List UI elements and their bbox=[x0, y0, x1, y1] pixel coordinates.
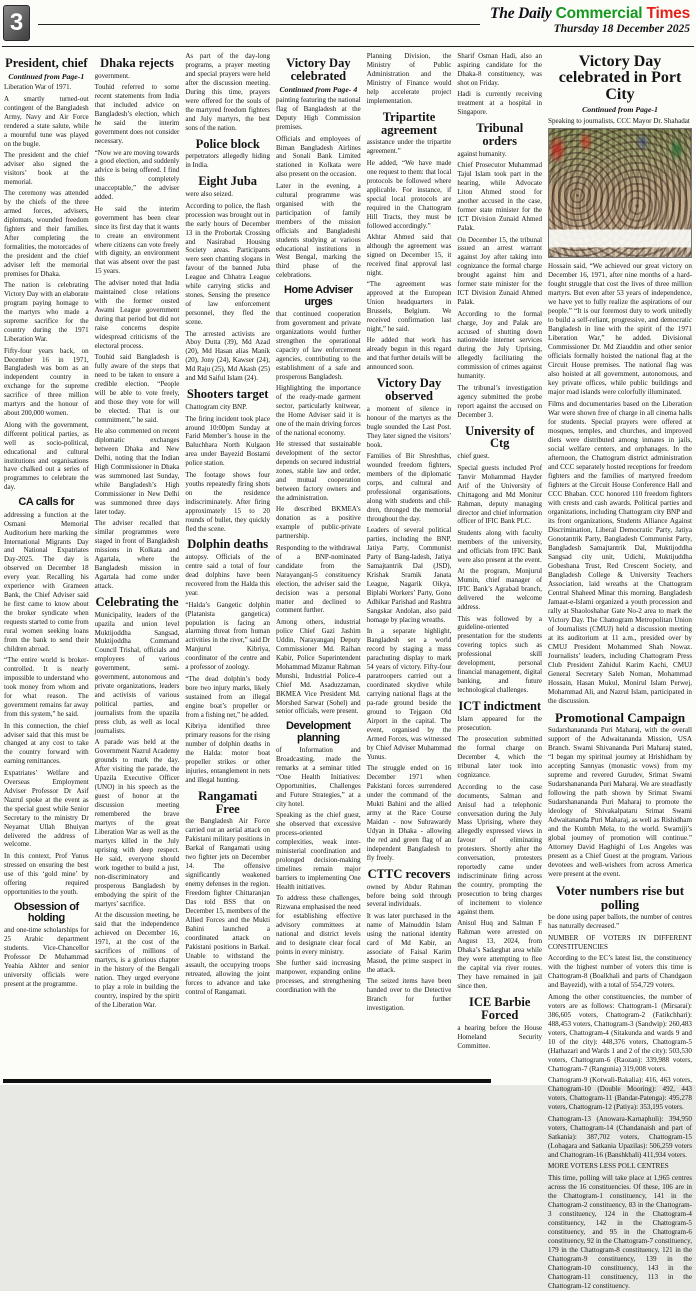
masthead-the-daily: The Daily bbox=[490, 5, 552, 22]
column-4 bbox=[276, 52, 361, 1073]
article bbox=[276, 57, 361, 280]
victory-day-crowd-with-flags-photo bbox=[548, 128, 692, 258]
article-paragraph: Leaders of several political parties, including the BNP, Jatiya Party, Communist Party of Bang-ladesh, Jatiya Samajtantrik Dal (JSD), Krishak Sramik Janata League, Nagarik Oikya, Biplabi Workers’ Party, Gono Adhikar Parishad and Rashtra Sangskar Andolan, also paid homage by placing wreaths. bbox=[366, 526, 452, 624]
article-paragraph: The firing incident took place around 10:00pm Sunday at Farid Member’s house in the Baluchhara North Kulgaon area under Bayezid Bostami police station. bbox=[185, 414, 271, 468]
header-divider bbox=[38, 24, 480, 25]
article-paragraph: autopsy. Officials of the centre said a total of four dead dolphins have been recovered from the Halda this year. bbox=[185, 553, 271, 598]
article bbox=[4, 497, 89, 896]
article-paragraph: Kibriya identified three primary reasons for the rising number of dolphin deaths in the Halda: motor boat propeller strikes or other injuries, entanglement in nets and illegal hunting. bbox=[185, 722, 271, 784]
article-paragraph: Later in the evening, a cultural programme was organised with the participation of family members of the mission officials and Bangladeshi students studying at various educational institutions in West Bengal, marking the third phase of the celebrations. bbox=[276, 181, 361, 280]
article-paragraph: of Information and Broadcasting, made the remarks at a seminar titled “One Health Initiatives: Opportunities, Challenges and Future Strategies,” at a city hotel. bbox=[276, 746, 361, 808]
article-paragraph: He stressed that sustainable development of the sector depends on secured industrial zones, stable law and order, and mutual cooperation between factory owners and the administration. bbox=[276, 440, 361, 503]
column-port-city bbox=[548, 52, 692, 1290]
article-paragraph: Chief Prosecutor Muhammad Tajul Islam took part in the hearing, while Advocate Liton Ahmed stood for another accused in the case, former state minister for the ICT Division Zunaid Ahmed Palak. bbox=[457, 161, 543, 233]
article-paragraph: The footage shows four youths repeatedly firing shots on the residence indiscriminately. After firing approximately 15 to 20 rounds of bullet, they quickly fled the scene. bbox=[185, 470, 271, 533]
article-paragraph: NUMBER OF VOTERS IN DIFFERENT CONSTITUENCIES bbox=[548, 933, 692, 951]
article-paragraph: According to the case documents, Salman and Anisul had a telephonic conversation during the July Mass Uprising, where they allegedly expressed views in favour of eliminating protesters. Shortly after the conversation, protesters reportedly came under indiscriminate firing across the country, prompting the prosecution to bring charges of incitement to violence against them. bbox=[457, 782, 543, 916]
article-paragraph: Among others, industrial police Chief Gazi Jashim Uddin, Narayanganj Deputy Commissioner Md. Raihan Kabir, Police Superintendent Mohammad Mizanur Rahman Munshi, Industrial Police-4 Chief Md. Asaduzzaman, BKMEA Vice President Md. Morshed Sarwar (Sohel) and senior officials, were present. bbox=[276, 617, 361, 716]
article-paragraph: A parade was held at the Government Nazrul Academy grounds to mark the day. After visiting the parade, the Upazila Executive Officer (UNO) in his speech as the guest of honor at the discussion meeting remembered the brave martyrs of the great Liberation War as well as the martyrs killed in the July uprising with deep respect. He said, everyone should work together to build a just, non-discriminatory and prosperous Bangladesh by embodying the spirit of the martyrs’ sacrifice. bbox=[94, 738, 180, 908]
article-paragraph: chief guest. bbox=[457, 452, 490, 461]
article bbox=[185, 138, 270, 171]
article-heading: Victory Day celebrated in Port City bbox=[558, 53, 682, 103]
article-paragraph: the Bangladesh Air Force carried out an aerial attack on Pakistani military positions in Barkal of Rangamati using two fighter jets on December 14. The offensive significantly weakened enemy defenses in the region. Freedom fighter Chittaranjan Das told BSS that on December 15, members of the Allied Forces and the Mukti Bahini launched a coordinated attack on Pakistani positions in Barkal. Unable to withstand the assault, the occupying troops retreated, allowing the joint forces to advance and take control of Rangamati. bbox=[185, 817, 271, 996]
article-paragraph: The ceremony was attended by the chiefs of the three armed forces, advisers, diplomats, wounded freedom fighters and their families. After completing the formalities, the motorcades of the president and the chief adviser left the memorial premises for Dhaka. bbox=[4, 189, 89, 278]
article-heading: ICE Barbie Forced bbox=[468, 995, 531, 1022]
article bbox=[367, 868, 452, 1013]
article-heading: CA calls for bbox=[18, 496, 75, 509]
article-heading: Eight Juba bbox=[198, 174, 258, 189]
article-paragraph: He added that work has already begun in this regard and that further details will be announced soon. bbox=[366, 336, 452, 372]
article-heading: Dolphin deaths bbox=[187, 537, 269, 552]
article-paragraph: The adviser noted that India maintained close relations with the former ousted Awami League government during that period but did not raise concerns despite widespread criticisms of the electoral process. bbox=[94, 278, 180, 350]
article-paragraph: Hadi is currently receiving treatment at a hospital in Singapore. bbox=[457, 90, 543, 117]
article-columns bbox=[0, 47, 696, 1290]
article bbox=[276, 721, 361, 995]
article-paragraph: “The agreement was approved at the European Union headquarters in Brussels, Belgium. We received confirmation last night,” he said. bbox=[366, 280, 452, 334]
article-heading: Obsession of holding bbox=[13, 900, 79, 924]
article-paragraph: The president and the chief adviser also signed the visitors’ book at the memorial. bbox=[4, 151, 89, 186]
article-paragraph: Anisul Huq and Salman F Rahman were arrested on August 13, 2024, from Dhaka’s Sadarghat area while they were attempting to flee the capital via river routes. They have remained in jail since then. bbox=[457, 919, 543, 991]
article-heading: Celebrating the bbox=[95, 594, 179, 609]
article-paragraph: Expatriates’ Welfare and Overseas Employment Adviser Professor Dr Asif Nazrul spoke at the event as the special guest while Senior Secretary to the ministry Dr Neyamat Ullah Bhuiyan delivered the address of welcome. bbox=[4, 768, 89, 849]
article bbox=[4, 902, 89, 989]
article bbox=[548, 711, 692, 879]
article-paragraph: that continued cooperation from government and private organizations would further strengthen the operational capacity of law enforcement agencies, contributing to the establishment of a safe and prosperous Bangladesh. bbox=[276, 309, 361, 381]
article-paragraph: According to the EC’s latest list, the constituency with the highest number of voters this time is Chattogram-8 (Boalkhali and parts of Chandgaon and Bayezid), with a total of 554,729 voters. bbox=[548, 954, 692, 990]
page-number: 3 bbox=[9, 9, 24, 36]
article-paragraph: Touhid referred to some recent statements from India that included advice on Bangladesh’s election, which he said the interim government does not consider necessary. bbox=[94, 83, 180, 146]
article-paragraph: Akhtar Ahmed said that although the agreement was signed on December 15, it received final approval last night. bbox=[366, 233, 452, 277]
column-3 bbox=[185, 52, 270, 1073]
article-paragraph: Touhid said Bangladesh is fully aware of the steps that need to be taken to ensure a credible election. “People will be able to vote freely, and those they vote for will be elected. That is our commitment,” he said. bbox=[94, 352, 180, 424]
article bbox=[457, 122, 542, 419]
article bbox=[95, 596, 180, 1010]
article-paragraph: Liberation War of 1971. bbox=[4, 83, 72, 92]
article-heading: CTTC recovers bbox=[367, 866, 451, 881]
article-heading: Voter numbers rise but polling bbox=[555, 883, 685, 912]
article-paragraph: This was followed by a guideline-oriented presentation for the students covering topics such as professional skill development, personal financial management, digital banking, and future technological challenges. bbox=[457, 614, 543, 695]
article-paragraph: MORE VOTERS LESS POLL CENTRES bbox=[548, 1162, 669, 1171]
article-lead-line: Speaking to journalists, CCC Mayor Dr. Shahadat bbox=[548, 116, 690, 125]
article-paragraph: against humanity. bbox=[457, 149, 507, 158]
article-paragraph: The arrested activists are Aboy Dutta (39), Md Azad (20), Md Hasan alias Manik (20), Jony (24), Kawser (24), Md Raju (25), Md Akash (25) and Md Saiful Islam (24). bbox=[185, 329, 271, 383]
article bbox=[95, 57, 180, 591]
article-heading: Rangamati Free bbox=[198, 788, 258, 816]
masthead-title bbox=[490, 5, 690, 22]
column-5 bbox=[367, 52, 452, 1073]
article-paragraph: “Now we are moving towards a good election, and suddenly advice is being offered. I find this completely unacceptable,” the adviser added. bbox=[94, 148, 180, 202]
article-paragraph: Chattogram-9 (Kotwali-Bakalia): 416, 463 voters, Chattogram-10 (Double Mooring): 492, 443 voters, Chattogram-11 (Bandar-Patenga): 495,278 voters, Chattogram-12 (Patiya): 353,195 voters. bbox=[548, 1076, 692, 1112]
article-paragraph: At the discussion meeting, he said that the independence achieved on December 16, 1971, at the cost of the sacrifices of millions of martyrs, is a glorious chapter in the history of the Bengali nation. They urged everyone to play a role in building the country, inspired by the spirit of the Liberation War. bbox=[94, 911, 180, 1009]
article-paragraph: perpetrators allegedly hiding in India. bbox=[185, 152, 271, 170]
article-heading: Victory Day celebrated bbox=[286, 56, 351, 83]
article-paragraph: The struggle ended on 16 December 1971 when Pakistani forces surrendered under the command of the Mukti Bahini and the allied army at the Race Course Maidan - now Suhrawardy Udyan in Dhaka - allowing the red and green flag of an independent Bangladesh to fly freely. bbox=[366, 764, 452, 862]
continued-from-note: Continued from Page-1 bbox=[8, 71, 85, 81]
article-paragraph: He said the interim government has been clear since its first day that it wants to create an environment where citizens can vote freely with dignity, an environment that was absent over the past 15 years. bbox=[94, 204, 180, 276]
article bbox=[457, 425, 542, 696]
article-heading: Tribunal orders bbox=[476, 121, 524, 149]
masthead-times: Times bbox=[646, 5, 690, 22]
article-paragraph: Hossain said, “We achieved our great victory on December 16, 1971, after nine months of a hard-fought struggle that cost the lives of three million martyrs. But even after 53 years of independence, we have yet to fully realize the aspirations of our people.” “It is our foremost duty to work unitedly to build a self-reliant, progressive, and democratic Bangladesh in line with the spirit of the 1971 Liberation War,” he added. Divisional Commissioner Dr. Md Ziauddin and other senior officials formally hoisted the national flag at the Circuit House premises. The national flag was also hoisted at all government, autonomous, and key private offices, while public buildings and major road islands were colorfully illuminated. bbox=[548, 262, 692, 397]
article-heading: Dhaka rejects bbox=[100, 56, 174, 70]
article-paragraph: government. bbox=[94, 71, 130, 80]
article-paragraph: He added, “We have made one request to them: that local protocols be followed where applicable. For instance, if special local protocols are required in the Chattogram Hill Tracts, they must be followed accordingly.” bbox=[366, 158, 452, 230]
article-paragraph: a moment of silence in honour of the martyrs as the bugle sounded the Last Post. They later signed the visitors’ book. bbox=[366, 405, 452, 449]
article-paragraph: In this context, Prof Yunus stressed on ensuring the best use of this ‘gold mine’ by offering required opportunities to the youth. bbox=[4, 851, 89, 896]
page-number-badge bbox=[3, 5, 30, 41]
article bbox=[548, 884, 692, 1290]
article-paragraph: Chattogram city BNP. bbox=[185, 403, 247, 412]
article-heading: Shooters target bbox=[186, 387, 269, 402]
article-paragraph: Students along with faculty members of the university, and officials from IFIC Bank were also present at the event. bbox=[457, 528, 543, 564]
article bbox=[276, 285, 361, 716]
article-paragraph: Chattogram-13 (Anowara-Karnaphuli): 394,950 voters, Chattogram-14 (Chandanaish and part of Satkania): 387,702 voters, Chattogram-15 (Lohagara and Satkania Upazilas): 506,259 voters and Chattogram-16 (Banshkhali) 411,934 voters. bbox=[548, 1114, 692, 1159]
article-paragraph: assistance under the tripartite agreement.” bbox=[366, 138, 452, 156]
masthead-commercial: Commercial bbox=[555, 5, 643, 22]
article-paragraph: Municipality, leaders of the upazila and union level Muktijoddha Sangsad, Muktijoddha Command Council Trishal, officials and employees of various government, semi-government, autonomous and private organizations, leaders and activists of various political parties, and journalists from the upazila press club, as well as local journalists. bbox=[94, 610, 180, 736]
article-paragraph: In this connection, the chief adviser said that this must be changed at any cost to take the country forward with earning remittances. bbox=[4, 721, 89, 766]
article-heading: Tripartite agreement bbox=[381, 109, 438, 137]
article-paragraph: owned by Abdur Rahman before being sold through several individuals. bbox=[366, 882, 452, 909]
article-paragraph: On December 15, the tribunal issued an arrest warrant against Joy after taking into cognizance the formal charge brought against him and former state minister for the ICT Division Zunaid Ahmed Palak. bbox=[457, 235, 543, 307]
article-paragraph: Special guests included Prof Tanvir Mohammad Hayder Arif of the University of Chittagong and Md Monitur Rahman, deputy managing director and chief information officer of IFIC Bank PLC. bbox=[457, 463, 543, 526]
article-paragraph: were also seized. bbox=[185, 190, 233, 199]
article-paragraph: The nation is celebrating Victory Day with an elaborate program paying homage to the martyrs who made a supreme sacrifice for the country during the 1971 Liberation War. bbox=[4, 281, 89, 344]
article-paragraph: a hearing before the House Homeland Security Committee. bbox=[457, 1023, 543, 1050]
article-paragraph: The seized items have been handed over to the Detective Branch for further investigation. bbox=[366, 977, 452, 1012]
article bbox=[457, 700, 542, 991]
article-paragraph: To address these challenges, Rizwana emphasised the need for establishing effective advisory committees at national and district levels and to designate clear focal points in every ministry. bbox=[276, 894, 361, 957]
article-heading: University of Ctg bbox=[465, 423, 535, 451]
masthead bbox=[490, 5, 690, 36]
article-paragraph: A smartly turned-out contingent of the Bangladesh Army, Navy and Air Force rendered a state salute, while a mournful tune was played on the bugle. bbox=[4, 94, 89, 148]
article-paragraph: and one-time scholarships for 25 Arabic department students. Vice-Chancellor Professor Dr Muhammad Yeahia Akhter and senior university officials were present at the programme. bbox=[4, 926, 89, 989]
article-paragraph: As part of the day-long programs, a prayer meeting and special prayers were held after the discussion meeting. During this time, prayers were offered for the souls of the martyred freedom fighters and July martyrs, the best sons of the nation. bbox=[185, 52, 271, 132]
article bbox=[185, 52, 270, 133]
column-1 bbox=[4, 52, 89, 1073]
article bbox=[185, 175, 270, 383]
article-paragraph: The adviser recalled that similar programmes were staged in front of Bangladesh missions in Kolkata and Agartala, where the Bangladesh mission in Agartala had come under attack. bbox=[94, 519, 180, 590]
column-2 bbox=[95, 52, 180, 1073]
article-paragraph: He also commented on recent diplomatic exchanges between Dhaka and New Delhi, noting that the Indian High Commissioner in Dhaka was summoned last Sunday, while Bangladesh’s High Commissioner in New Delhi was summoned three days later today. bbox=[94, 427, 180, 516]
article-paragraph: “The entire world is broker-controlled. It is nearly impossible to understand who took money from whom and for what reason. The government remains far away from this system,” he said. bbox=[4, 656, 89, 719]
column-6 bbox=[457, 52, 542, 1073]
article-paragraph: Sharif Osman Hadi, also an aspiring candidate for the Dhaka-8 constituency, was shot on Friday. bbox=[457, 52, 543, 87]
article-heading: Promotional Campaign bbox=[554, 709, 686, 725]
article bbox=[548, 54, 692, 706]
article-paragraph: Sudarshanananda Puri Maharaj, with the overall support of the Adwaitananda Mission, USA Branch. Swami Shivananda Puri Maharaj stated, “I began my spiritual journey at Hrishidham by accepting Sannyas (monastic vows) from my supreme and revered Gurudev, Srimat Swami Sudarshanananda Puri Maharaj. We are steadfastly following the path shown by Srimat Swami Sudarshanananda Puri Maharaj to promote the ideology of Shivakalpataru Srimat Swami Adwaitananda Puri Maharaj, as well as Rishidham and the Kumbh Mela, to the world. Swamiji’s global journey of promotion will continue.” Attorney David Haghighi of Los Angeles was present as a Chief Guest at the program. Various devotees and well-wishers from across America were present at the event. bbox=[548, 726, 692, 879]
article-paragraph: The tribunal’s investigation agency submitted the probe report against the accused on December 3. bbox=[457, 383, 543, 419]
article-heading: President, chief bbox=[5, 56, 88, 70]
article-heading: ICT indictment bbox=[458, 699, 542, 714]
article-paragraph: Along with the government, different political parties, as well as socio-political, educational and cultural institutions and organisations have chalked out a series of programmes to celebrate the day. bbox=[4, 420, 89, 492]
article-paragraph: Speaking as the chief guest, she observed that excessive process-oriented complexities, weak inter-ministerial coordination and prolonged decision-making timelines remain major barriers to implementing One Health initiatives. bbox=[276, 811, 361, 891]
article-heading: Home Adviser urges bbox=[283, 284, 353, 308]
article-paragraph: Planning Division, the Ministry of Public Administration and the Ministry of Finance would help accelerate project implementation. bbox=[366, 52, 452, 105]
continued-from-note: Continued from Page-1 bbox=[582, 105, 658, 115]
article bbox=[4, 57, 89, 492]
article-paragraph: painting featuring the national flag of Bangladesh at the Deputy High Commission premises. bbox=[276, 96, 361, 132]
article-paragraph: Highlighting the importance of the ready-made garment sector, particularly knitwear, the Home Adviser said it is one of the main driving forces of the national economy. bbox=[276, 384, 361, 437]
article-paragraph: Officials and employees of Biman Bangladesh Airlines and Sonali Bank Limited stationed in Kolkata were also present on the occasion. bbox=[276, 134, 361, 179]
article-paragraph: “The dead dolphin’s body bore two injury marks, likely sustained from an illegal engine boat’s propeller or from a fishing net,” he added. bbox=[185, 674, 271, 719]
bottom-rule bbox=[3, 1079, 491, 1083]
article-paragraph: At the program, Monjurul Mumin, chief manager of IFIC Bank’s Agrabad branch, delivered the welcome address. bbox=[457, 567, 543, 612]
article-paragraph: According to police, the flash procession was brought out in the early hours of December 13 in the Probortak Crossing and Nasirabad Housing Society areas. Participants were seen chanting slogans in favour of the banned Juba League and Chhatra League while carrying sticks and stones. Sensing the presence of law enforcement personnel, they fled the scene. bbox=[185, 201, 271, 327]
article-heading: Development planning bbox=[286, 720, 351, 744]
article-paragraph: He described BKMEA’s donation as a positive example of public-private partnership. bbox=[276, 505, 361, 541]
article bbox=[367, 111, 452, 373]
article-paragraph: addressing a function at the Osmani Memorial Auditorium here marking the International Migrants Day and National Expatriates Day-2025. The day is observed on December 18 every year. Recalling his experience with Grameen Bank, the Chief Adviser said he first came to know about the broker syndicate when requests started to come from rural women seeking loans from the bank to send their children abroad. bbox=[4, 510, 89, 653]
article-heading: Police block bbox=[195, 136, 260, 151]
page-header bbox=[0, 0, 696, 44]
article-paragraph: The prosecution submitted the formal charge on December 4, which the tribunal later took into cognizance. bbox=[457, 735, 543, 780]
article-paragraph: Families of Bir Shreshthas, wounded freedom fighters, members of the diplomatic corps, and cultural and professional organisations, along with students and chil-dren, thronged the memorial throughout the day. bbox=[366, 452, 452, 523]
article-paragraph: She further said increasing manpower, expanding online processes, and strengthening coordination with the bbox=[276, 959, 361, 995]
article bbox=[367, 52, 452, 106]
issue-date: Thursday 18 December 2025 bbox=[553, 23, 690, 36]
article-paragraph: Films and documentaries based on the Liberation War were shown free of charge in all cinema halls for students. Special prayers were offered at mosques, temples, and churches, and improved diets were distributed among inmates in jails, social welfare centers, and orphanages. In the afternoon, the Chattogram district administration and CCC separately hosted receptions for freedom fighters and the families of martyred freedom fighters at the Circuit House Conference Hall and CCC Bhaban. CCC honored 110 freedom fighters with crests and cash awards. Political parties and organizations, including Chattogram city BNP and its front organizations, Students Alliance Against Discrimination, Liberal Democratic Party, Jatiya Gonotantrik Party, Bangladesh Communist Party, Bangladesh Samajtantrik Dal, Muktijoddha Sangsad city unit, Udichi, Muktijuddha Gobeshana Trust, Red Crescent Society, and Bangladesh College & University Teachers Association, laid wreaths at the Chattogram Central Shaheed Minar this morning. Bangladesh Jamaat-e-Islami organized a youth procession and rally at Shaoloshahar Gate No-2 area to mark the Victory Day. The Chattogram Metropolitan Union of Journalists (CMUJ) held a discussion meeting at its auditorium at 11 a.m., presided over by CMUJ President Mohammed Shah Nowaz. Journalists’ leaders, including Chattogram Press Club President Zahidul Karim Kachi, CMUJ General Secretary Saleh Noman, Mohammad Hossain, Hasan Mukul, Monirul Islam Perwej, Mohammad Ali, and Nazrul Islam, participated in the discussion. bbox=[548, 399, 692, 705]
article bbox=[457, 996, 542, 1051]
article-paragraph: It was later purchased in the name of Mainuddin Islam using the national identity card of Md Kabir, an associate of Faisal Karim Masud, the prime suspect in the attack. bbox=[366, 911, 452, 974]
article-paragraph: Responding to the withdrawal of a BNP-nominated candidate from the Narayanganj-5 constituency election, the adviser said the decision was a personal matter and declined to comment further. bbox=[276, 543, 361, 615]
article-paragraph: “Halda’s Gangetic dolphin (Platanista gangetica) population is facing an alarming threat from human activities in the river,” said Dr Manjurul Kibriya, coordinator of the centre and a professor of zoology. bbox=[185, 600, 271, 672]
article-paragraph: According to the formal charge, Joy and Palak are accused of shutting down nationwide internet services during the July Uprising, allegedly facilitating the commission of crimes against humanity. bbox=[457, 309, 543, 381]
article-paragraph: This time, polling will take place at 1,965 centres across the 16 constituencies. Of these, 106 are in the Chattogram-1 constituency, 141 in the Chattogram-2 constituency, 83 in the Chattogram-3 constituency, 124 in the Chattogram-4 constituency, 142 in the Chattogram-5 constituency, and 95 in the Chattogram-6 constituency, 92 in the Chattogram-7 constituency, 179 in the Chattogram-8 constituency, 121 in the Chattogram-9 constituency, 139 in the Chattogram-10 constituency, 143 in the Chattogram-11 constituency, 113 in the Chattogram-12 constituency. bbox=[548, 1173, 692, 1290]
article bbox=[185, 538, 270, 784]
article bbox=[367, 377, 452, 862]
article-paragraph: be done using paper ballots, the number of centres has naturally decreased.” bbox=[548, 913, 692, 931]
article-paragraph: Islam appeared for the prosecution. bbox=[457, 714, 543, 732]
continued-from-note: Continued from Page- 4 bbox=[279, 84, 358, 94]
article bbox=[457, 52, 542, 117]
article-paragraph: In a separate highlight, Bangladesh set a world record by staging a mass parachuting display to mark 54 years of victory. Fifty-four paratroopers carried out a coordinated skydive while carrying national flags at the pa-rade ground beside the ground to Tejgaon Old Airport in the capital. The event, organised by the Armed Forces, was witnessed by Chief Adviser Muhammad Yunus. bbox=[366, 627, 452, 761]
article bbox=[185, 790, 270, 997]
article bbox=[185, 388, 270, 533]
article-paragraph: Among the other constituencies, the number of voters are as follows: Chattogram-1 (Mirsarai): 386,605 voters, Chattogram-2 (Fatikchhari): 488,453 voters, Chattogram-3 (Sandwip): 260,483 voters, Chattogram-4 (Sitakunda and wards 9 and 10 of the city): 448,376 voters, Chattogram-5 (Hathazari and Wards 1 and 2 of the city): 503,530 voters, Chattogram-6 (Raozan): 339,988 voters, Chattogram-7 (Rangunia) 319,008 voters. bbox=[548, 992, 692, 1073]
article-heading: Victory Day observed bbox=[376, 376, 442, 404]
article-paragraph: Fifty-four years back, on December 16 in 1971, Bangladesh was born as an independent country in exchange for the supreme sacrifice of three million martyrs and the honour of about 200,000 women. bbox=[4, 346, 89, 418]
